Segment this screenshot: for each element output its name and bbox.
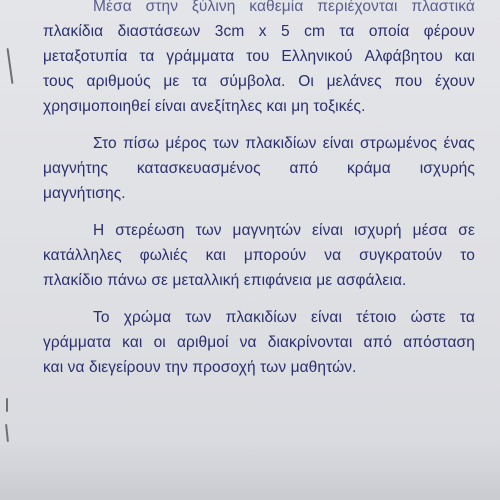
paragraph bbox=[43, 131, 475, 206]
text-line: μαγνήτισης. bbox=[43, 185, 126, 202]
text-line: Στο πίσω μέρος των πλακιδίων είναι στρωμένος ένας bbox=[93, 135, 475, 152]
staple-mark bbox=[6, 398, 8, 412]
text-line: μεταξοτυπία τα γράμματα του Ελληνικού Αλφάβητου και bbox=[43, 48, 475, 65]
document-body bbox=[43, 0, 475, 380]
text-line: χρησιμοποιηθεί είναι ανεξίτηλες και μη τοξικές. bbox=[43, 98, 366, 115]
paragraph-gap bbox=[43, 119, 475, 131]
text-line: γράμματα και οι αριθμοί να διακρίνονται από απόσταση bbox=[43, 334, 475, 351]
text-line: πλακίδιο πάνω σε μεταλλική επιφάνεια με ασφάλεια. bbox=[43, 272, 407, 289]
text-line: Μέσα στην ξύλινη καθεμία περιέχονται πλαστικά bbox=[93, 0, 475, 15]
text-line: Η στερέωση των μαγνητών είναι ισχυρή μέσα σε bbox=[93, 222, 475, 239]
page-shadow bbox=[0, 440, 500, 500]
text-line: Το χρώμα των πλακιδίων είναι τέτοιο ώστε τα bbox=[93, 309, 475, 326]
text-line: μαγνήτης κατασκευασμένος από κράμα ισχυρής bbox=[43, 160, 475, 177]
text-line: και να διεγείρουν την προσοχή των μαθητών. bbox=[43, 359, 357, 376]
paragraph bbox=[43, 0, 475, 119]
paragraph-gap bbox=[43, 293, 475, 305]
text-line: πλακίδια διαστάσεων 3cm x 5 cm τα οποία φέρουν bbox=[43, 23, 475, 40]
paragraph bbox=[43, 218, 475, 293]
text-line: τους αριθμούς με τα σύμβολα. Οι μελάνες που έχουν bbox=[43, 73, 475, 90]
paragraph bbox=[43, 305, 475, 380]
paragraph-gap bbox=[43, 206, 475, 218]
text-line: κατάλληλες φωλιές και μπορούν να συγκρατούν το bbox=[43, 247, 475, 264]
staple-mark bbox=[7, 48, 14, 84]
